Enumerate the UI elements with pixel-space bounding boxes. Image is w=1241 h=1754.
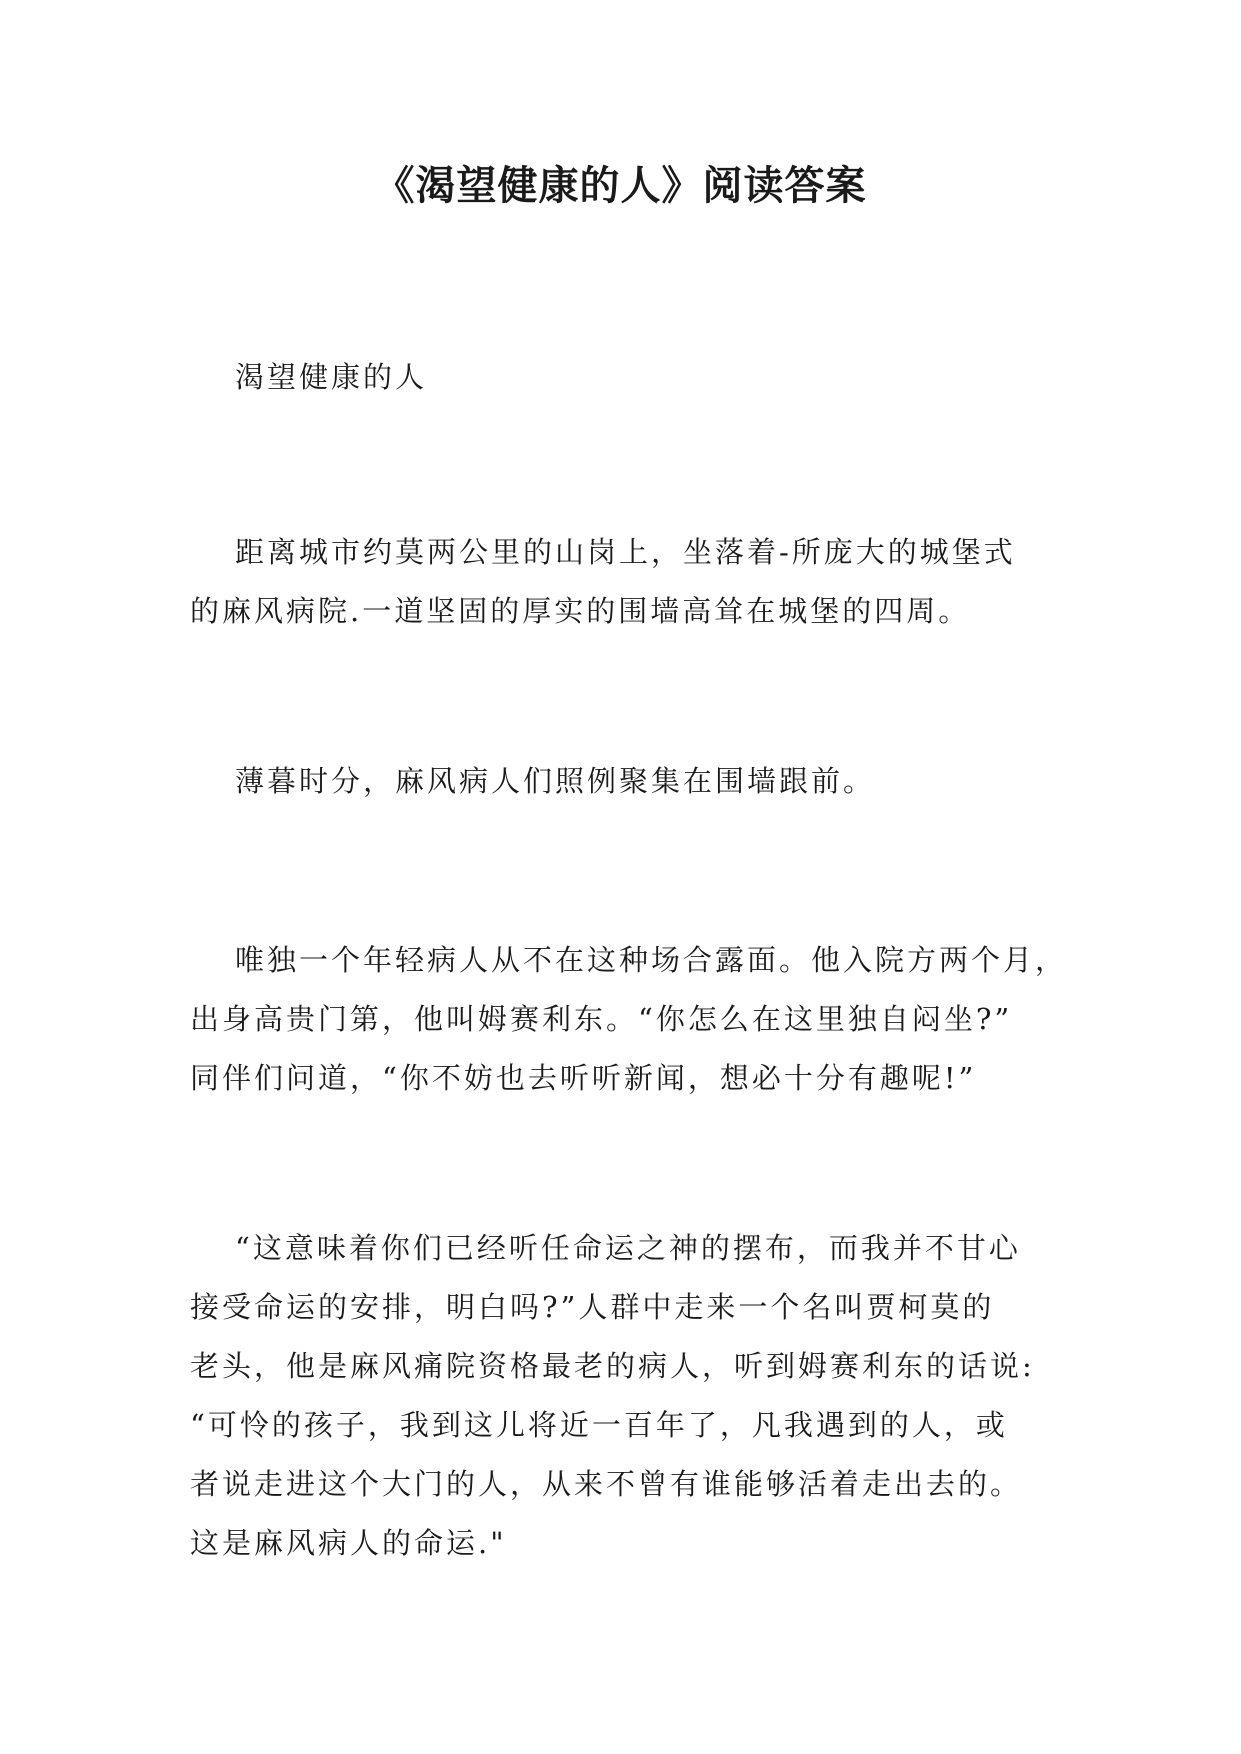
- text-line: “可怜的孩子，我到这儿将近一百年了，凡我遇到的人，或: [190, 1408, 1008, 1442]
- text-line: 老头，他是麻风痛院资格最老的病人，听到姆赛利东的话说:: [190, 1349, 1035, 1383]
- text-line: “这意味着你们已经听任命运之神的摆布，而我并不甘心: [235, 1231, 1021, 1265]
- paragraph-1: [190, 523, 1070, 641]
- text-line: 薄暮时分，麻风病人们照例聚集在围墙跟前。: [235, 764, 876, 798]
- text-line: 者说走进这个大门的人，从来不曾有谁能够活着走出去的。: [190, 1467, 1023, 1501]
- section-heading: [190, 348, 1070, 407]
- text-line: 接受命运的安排，明白吗?”人群中走来一个名叫贾柯莫的: [190, 1290, 995, 1324]
- text-line: 渴望健康的人: [235, 360, 428, 394]
- text-line: 这是麻风病人的命运.": [190, 1526, 507, 1560]
- text-line: 的麻风病院.一道坚固的厚实的围墙高耸在城堡的四周。: [190, 594, 971, 628]
- text-line: 同伴们问道，“你不妨也去听听新闻，想必十分有趣呢!”: [190, 1061, 977, 1095]
- document-title: 《渴望健康的人》阅读答案: [374, 163, 867, 209]
- text-line: 唯独一个年轻病人从不在这种场合露面。他入院方两个月，: [235, 943, 1068, 977]
- paragraph-3: [190, 931, 1070, 1108]
- text-line: 出身高贵门第，他叫姆赛利东。“你怎么在这里独自闷坐?”: [190, 1002, 1013, 1036]
- paragraph-4: [190, 1219, 1070, 1573]
- text-line: 距离城市约莫两公里的山岗上，坐落着-所庞大的城堡式: [235, 535, 1016, 569]
- paragraph-2: [190, 752, 1070, 811]
